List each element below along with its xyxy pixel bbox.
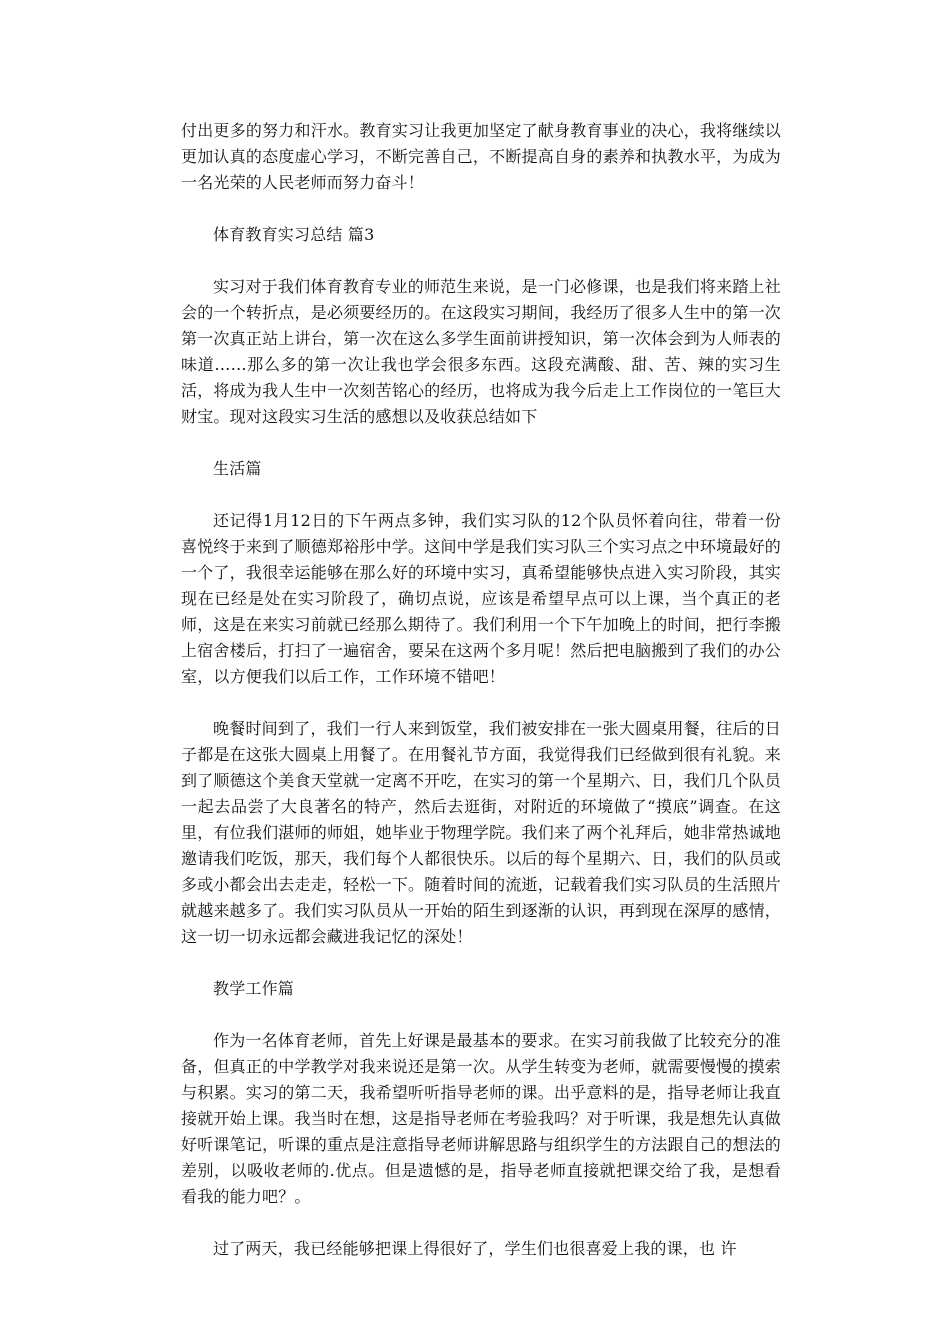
spacer [181, 1002, 781, 1028]
teaching-paragraph-1: 作为一名体育老师，首先上好课是最基本的要求。在实习前我做了比较充分的准备，但真正的中学教学对我来说还是第一次。从学生转变为老师，就需要慢慢的摸索与积累。实习的第二天，我希望听听指导老师的课。出乎意料的是，指导老师让我直接就开始上课。我当时在想，这是指导老师在考验我吗？对于听课，我是想先认真做好听课笔记，听课的重点是注意指导老师讲解思路与组织学生的方法跟自己的想法的差别，以吸收老师的.优点。但是遗憾的是，指导老师直接就把课交给了我，是想看看我的能力吧？。 [181, 1031, 781, 1206]
spacer [181, 1210, 781, 1236]
opening-paragraph: 实习对于我们体育教育专业的师范生来说，是一门必修课，也是我们将来踏上社会的一个转折点，是必须要经历的。在这段实习期间，我经历了很多人生中的第一次第一次真正站上讲台，第一次在这么多学生面前讲授知识，第一次体会到为人师表的味道……那么多的第一次让我也学会很多东西。这段充满酸、甜、苦、辣的实习生活，将成为我人生中一次刻苦铭心的经历，也将成为我今后走上工作岗位的一笔巨大财宝。现对这段实习生活的感想以及收获总结如下 [181, 277, 781, 426]
spacer [181, 690, 781, 716]
spacer [181, 196, 781, 222]
spacer [181, 950, 781, 976]
teaching-paragraph-2: 过了两天，我已经能够把课上得很好了，学生们也很喜爱上我的课，也 许 [213, 1239, 737, 1258]
section-title: 体育教育实习总结 篇3 [213, 225, 375, 244]
teaching-heading: 教学工作篇 [213, 979, 295, 998]
document-body [181, 118, 781, 1262]
spacer [181, 248, 781, 274]
spacer [181, 482, 781, 508]
life-paragraph-2: 晚餐时间到了，我们一行人来到饭堂，我们被安排在一张大圆桌用餐，往后的日子都是在这张大圆桌上用餐了。在用餐礼节方面，我觉得我们已经做到很有礼貌。来到了顺德这个美食天堂就一定离不开吃，在实习的第一个星期六、日，我们几个队员一起去品尝了大良著名的特产，然后去逛街，对附近的环境做了“摸底”调查。在这里，有位我们湛师的师姐，她毕业于物理学院。我们来了两个礼拜后，她非常热诚地邀请我们吃饭，那天，我们每个人都很快乐。以后的每个星期六、日，我们的队员或多或小都会出去走走，轻松一下。随着时间的流逝，记载着我们实习队员的生活照片就越来越多了。我们实习队员从一开始的陌生到逐渐的认识，再到现在深厚的感情，这一切一切永远都会藏进我记忆的深处！ [181, 719, 781, 946]
life-paragraph-1: 还记得1月12日的下午两点多钟，我们实习队的12个队员怀着向往，带着一份喜悦终于来到了顺德郑裕彤中学。这间中学是我们实习队三个实习点之中环境最好的一个了，我很幸运能够在那么好的环境中实习，真希望能够快点进入实习阶段，其实现在已经是处在实习阶段了，确切点说，应该是希望早点可以上课，当个真正的老师，这是在来实习前就已经那么期待了。我们利用一个下午加晚上的时间，把行李搬上宿舍楼后，打扫了一遍宿舍，要呆在这两个多月呢！然后把电脑搬到了我们的办公室，以方便我们以后工作，工作环境不错吧！ [181, 511, 781, 686]
life-heading: 生活篇 [213, 459, 262, 478]
intro-paragraph: 付出更多的努力和汗水。教育实习让我更加坚定了献身教育事业的决心，我将继续以更加认真的态度虚心学习，不断完善自己，不断提高自身的素养和执教水平，为成为一名光荣的人民老师而努力奋斗！ [181, 121, 781, 192]
spacer [181, 430, 781, 456]
